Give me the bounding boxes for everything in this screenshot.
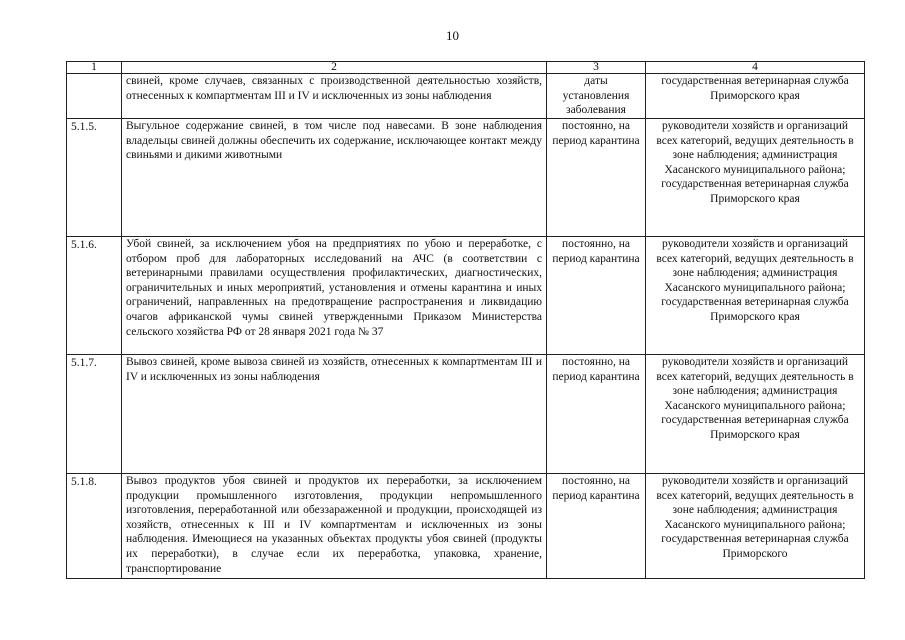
term-cell — [547, 119, 646, 237]
measures-table — [66, 61, 865, 579]
responsible-text: руководители хозяйств и организаций всех категорий, ведущих деятельность в зоне наблюдения; администрация Хасанского муниципального района; государственная ветеринарная служба Приморского — [656, 475, 854, 560]
table-row — [67, 237, 865, 355]
responsible-cell — [646, 474, 865, 579]
measure-cell — [122, 119, 547, 237]
responsible-cell — [646, 237, 865, 355]
responsible-cell — [646, 355, 865, 474]
measure-text: Вывоз продуктов убоя свиней и продуктов их переработки, за исключением продукции промышленного изготовления, продукции непромышленного изготовления, переработанной или обеззараженной и продукции, происходящей из хозяйств, отнесенных к III и IV компартментам и исключенных из зоны наблюдения. Имеющиеся на указанных объектах продукты убоя свиней (продукты их переработки), в случае если их переработка, упаковка, хранение, транспортирование — [126, 475, 542, 575]
measure-cell — [122, 74, 547, 119]
term-cell — [547, 237, 646, 355]
term-cell — [547, 74, 646, 119]
measure-text: свиней, кроме случаев, связанных с производственной деятельностью хозяйств, отнесенных к компартментам III и IV и исключенных из зоны наблюдения — [126, 75, 542, 102]
term-text: постоянно, на период карантина — [552, 356, 640, 383]
column-header-4: 4 — [646, 62, 865, 74]
term-cell — [547, 355, 646, 474]
page-number: 10 — [446, 28, 459, 43]
row-number — [67, 355, 122, 474]
column-header-1: 1 — [67, 62, 122, 74]
column-header-3: 3 — [547, 62, 646, 74]
responsible-text: государственная ветеринарная служба Приморского края — [661, 75, 849, 102]
measure-text: Выгульное содержание свиней, в том числе под навесами. В зоне наблюдения владельцы свиней должны обеспечить их содержание, исключающее контакт между свиньями и дикими животными — [126, 120, 542, 162]
row-number-text — [71, 74, 117, 118]
row-number-text: 5.1.7. — [71, 357, 97, 369]
row-number — [67, 237, 122, 355]
row-number — [67, 74, 122, 119]
term-text: постоянно, на период карантина — [552, 475, 640, 502]
measure-text: Вывоз свиней, кроме вывоза свиней из хозяйств, отнесенных к компартментам III и IV и исключенных из зоны наблюдения — [126, 356, 542, 383]
responsible-text: руководители хозяйств и организаций всех категорий, ведущих деятельность в зоне наблюдения; администрация Хасанского муниципального района; государственная ветеринарная служба Приморского края — [656, 120, 854, 205]
row-number-text: 5.1.5. — [71, 121, 97, 133]
row-number — [67, 119, 122, 237]
measure-text: Убой свиней, за исключением убоя на предприятиях по убою и переработке, с отбором проб для лабораторных исследований на АЧС (в соответствии с ветеринарными правилами осуществления профилактических, диагностических, ограничительных и иных мероприятий, установления и отмены карантина и иных ограничений, направленных на предотвращение распространения и ликвидацию очагов африканской чумы свиней утвержденными Приказом Министерства сельского хозяйства РФ от 28 января 2021 года № 37 — [126, 238, 542, 338]
term-text: даты установления заболевания — [562, 75, 630, 117]
measure-cell — [122, 355, 547, 474]
measure-cell — [122, 237, 547, 355]
table-row — [67, 474, 865, 579]
measure-cell — [122, 474, 547, 579]
responsible-cell — [646, 74, 865, 119]
term-text: постоянно, на период карантина — [552, 238, 640, 265]
term-text: постоянно, на период карантина — [552, 120, 640, 147]
row-number — [67, 474, 122, 579]
responsible-cell — [646, 119, 865, 237]
table-row — [67, 355, 865, 474]
responsible-text: руководители хозяйств и организаций всех категорий, ведущих деятельность в зоне наблюдения; администрация Хасанского муниципального района; государственная ветеринарная служба Приморского края — [656, 356, 854, 441]
row-number-text: 5.1.8. — [71, 476, 97, 488]
row-number-text: 5.1.6. — [71, 239, 97, 251]
table-header-row — [67, 62, 865, 74]
table-row — [67, 74, 865, 119]
term-cell — [547, 474, 646, 579]
responsible-text: руководители хозяйств и организаций всех категорий, ведущих деятельность в зоне наблюдения; администрация Хасанского муниципального района; государственная ветеринарная служба Приморского края — [656, 238, 854, 323]
table-row — [67, 119, 865, 237]
column-header-2: 2 — [122, 62, 547, 74]
